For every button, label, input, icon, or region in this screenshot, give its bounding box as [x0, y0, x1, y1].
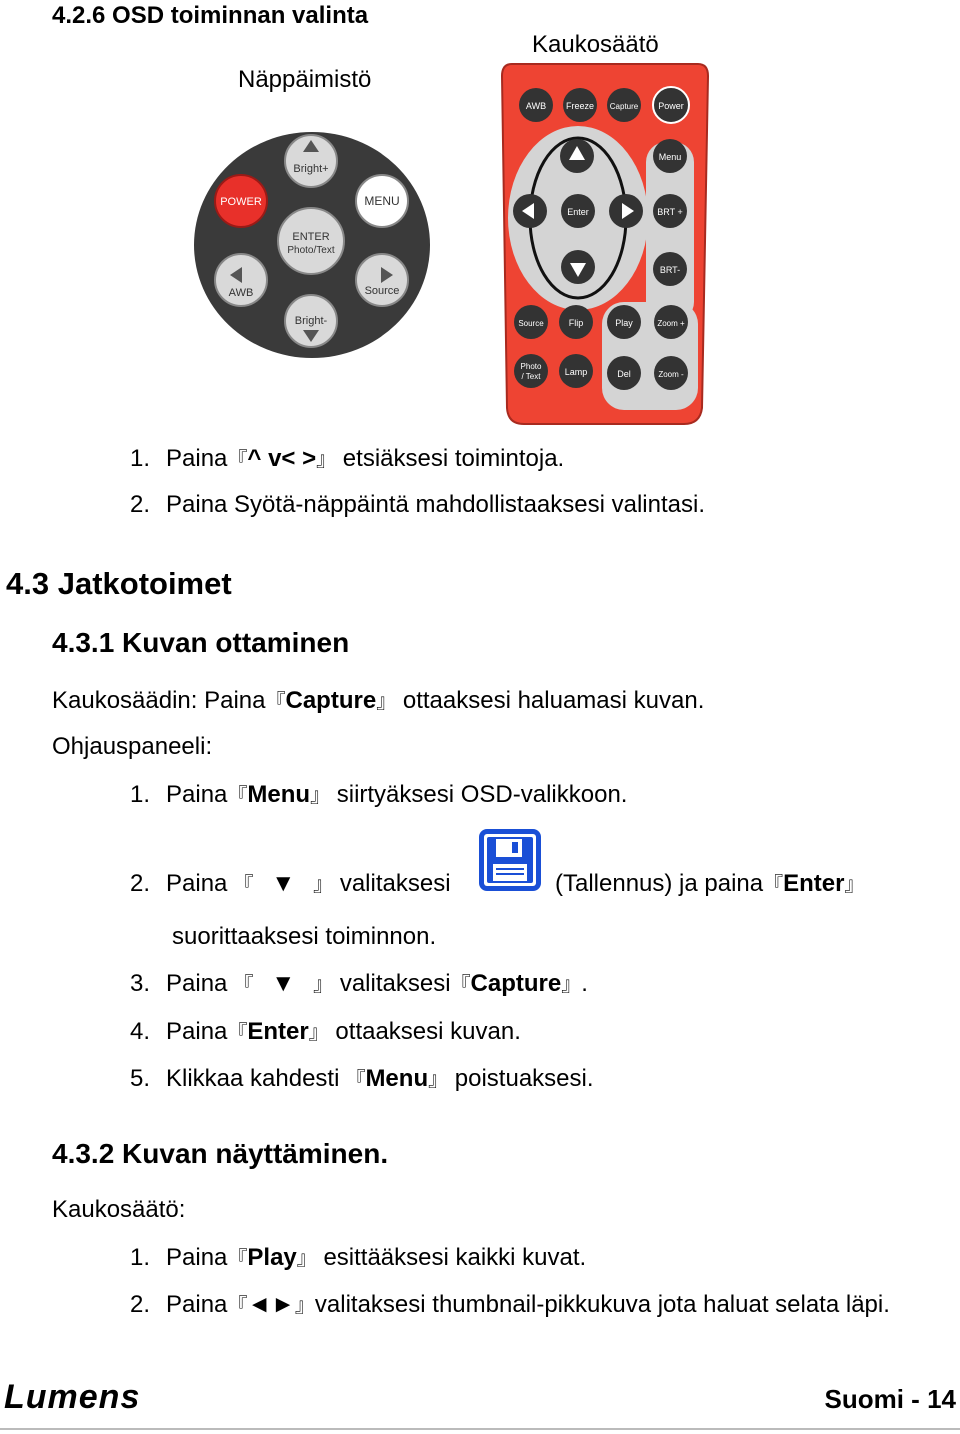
keypad-figure: [190, 128, 435, 363]
remote-menu-key[interactable]: [653, 139, 687, 173]
section-43-heading: 4.3 Jatkotoimet: [6, 566, 232, 601]
remote-figure: [498, 58, 712, 430]
lumens-logo: Lumens: [4, 1378, 141, 1416]
enter-key[interactable]: [278, 208, 344, 274]
remote-capture-line: Kaukosäädin: Paina『Capture』 ottaaksesi haluamasi kuvan.: [52, 687, 705, 714]
page-number: Suomi - 14: [824, 1384, 956, 1414]
key-name: Menu: [247, 781, 311, 808]
remote-play-key[interactable]: [607, 305, 641, 339]
remote-lamp-label: Lamp: [564, 367, 588, 377]
quote-close: 』: [316, 449, 337, 471]
power-key[interactable]: [215, 175, 267, 227]
remote-right-key[interactable]: [609, 194, 643, 228]
awb-label: AWB: [228, 287, 254, 299]
down-arrow-key: ▼: [271, 970, 296, 997]
remote-del-label: Del: [617, 369, 631, 379]
quote-open: 『: [265, 691, 286, 713]
remote-left-key[interactable]: [513, 194, 547, 228]
remote-zoom-minus-key[interactable]: [654, 356, 688, 390]
step-number: 1.: [130, 445, 151, 472]
remote-source-label: Source: [518, 319, 544, 328]
step-431-5: 5. Klikkaa kahdesti 『Menu』 poistuaksesi.: [130, 1065, 594, 1092]
remote-freeze-label: Freeze: [565, 101, 595, 111]
quote-close: 』: [376, 691, 397, 713]
step-432-2: 2. Paina『◄►』valitaksesi thumbnail-pikkukuva jota haluat selata läpi.: [130, 1291, 890, 1318]
remote-zoom-minus-label: Zoom -: [658, 370, 684, 379]
key-name: ^ v< >: [247, 445, 317, 472]
menu-label: MENU: [364, 194, 400, 208]
step-431-2-rest: (Tallennus) ja paina『Enter』: [555, 870, 865, 897]
remote-zoom-plus-key[interactable]: [654, 305, 688, 339]
remote-awb-key[interactable]: [519, 88, 553, 122]
remote-power-key[interactable]: [653, 87, 689, 123]
section-426-heading: 4.2.6 OSD toiminnan valinta: [52, 2, 369, 29]
step-431-4: 4. Paina『Enter』 ottaaksesi kuvan.: [130, 1018, 521, 1045]
remote-flip-key[interactable]: [559, 305, 593, 339]
remote-photo-label: Photo: [520, 362, 542, 371]
remote-brt-plus-key[interactable]: [653, 194, 687, 228]
footer-divider: [0, 1428, 960, 1430]
step-431-3: 3. Paina 『 ▼ 』 valitaksesi『Capture』.: [130, 970, 588, 997]
source-label: Source: [364, 285, 400, 297]
key-name: Enter: [247, 1018, 309, 1045]
remote-photo-text-key[interactable]: [514, 354, 548, 388]
remote-del-key[interactable]: [607, 356, 641, 390]
remote-freeze-key[interactable]: [563, 88, 597, 122]
bright-plus-key[interactable]: [285, 135, 337, 187]
step-426-1: [130, 443, 564, 473]
key-name: Play: [247, 1244, 297, 1271]
power-label: POWER: [220, 196, 262, 208]
remote-source-key[interactable]: [514, 305, 548, 339]
enter-label: ENTER: [292, 231, 330, 243]
remote-text-label: / Text: [521, 372, 541, 381]
remote-lamp-key[interactable]: [559, 354, 593, 388]
step-431-1: 1. Paina『Menu』 siirtyäksesi OSD-valikkoon.: [130, 781, 628, 808]
step-432-1: 1. Paina『Play』 esittääksesi kaikki kuvat.: [130, 1244, 587, 1271]
remote-flip-label: Flip: [568, 318, 584, 328]
remote-enter-label: Enter: [567, 207, 589, 217]
remote-awb-label: AWB: [525, 101, 547, 111]
remote-down-key[interactable]: [561, 250, 595, 284]
section-432-heading: 4.3.2 Kuvan näyttäminen.: [52, 1138, 389, 1169]
remote-menu-label: Menu: [658, 152, 682, 162]
remote-brt-plus-label: BRT +: [657, 207, 683, 217]
key-name: Enter: [783, 870, 845, 897]
bright-minus-label: Bright-: [294, 315, 328, 327]
remote-brt-minus-label: BRT-: [659, 265, 681, 275]
step-text: Paina: [166, 445, 228, 472]
key-name: Capture: [285, 687, 377, 714]
step-number: 2.: [130, 491, 151, 518]
awb-key[interactable]: [215, 254, 267, 306]
remote-label-432: Kaukosäätö:: [52, 1196, 186, 1223]
save-icon: [478, 828, 542, 892]
menu-key[interactable]: [356, 175, 408, 227]
remote-up-key[interactable]: [560, 139, 594, 173]
left-right-arrow-key: ◄►: [247, 1291, 295, 1318]
bright-plus-label: Bright+: [293, 163, 329, 175]
quote-open: 『: [227, 449, 248, 471]
section-431-heading: 4.3.1 Kuvan ottaminen: [52, 627, 350, 658]
bright-minus-key[interactable]: [285, 295, 337, 347]
remote-enter-key[interactable]: [561, 194, 595, 228]
source-key[interactable]: [356, 254, 408, 306]
step-text: etsiäksesi toimintoja.: [342, 445, 565, 472]
remote-play-label: Play: [615, 318, 633, 328]
remote-power-label: Power: [658, 101, 684, 111]
remote-brt-minus-key[interactable]: [653, 252, 687, 286]
panel-label: Ohjauspaneeli:: [52, 733, 213, 760]
step-text: Paina Syötä-näppäintä mahdollistaaksesi valintasi.: [166, 491, 705, 518]
remote-zoom-plus-label: Zoom +: [657, 319, 685, 328]
remote-capture-label: Capture: [609, 102, 639, 111]
step-431-2: 2. Paina 『 ▼ 』 valitaksesi: [130, 870, 451, 897]
step-426-2: [130, 491, 705, 519]
step-431-2-continued: suorittaaksesi toiminnon.: [172, 923, 437, 950]
keypad-label: Näppäimistö: [238, 66, 372, 93]
key-name: Capture: [470, 970, 562, 997]
remote-label: Kaukosäätö: [532, 31, 659, 58]
photo-text-label: Photo/Text: [287, 245, 335, 256]
remote-capture-key[interactable]: [607, 88, 641, 122]
key-name: Menu: [365, 1065, 429, 1092]
down-arrow-key: ▼: [271, 870, 296, 897]
